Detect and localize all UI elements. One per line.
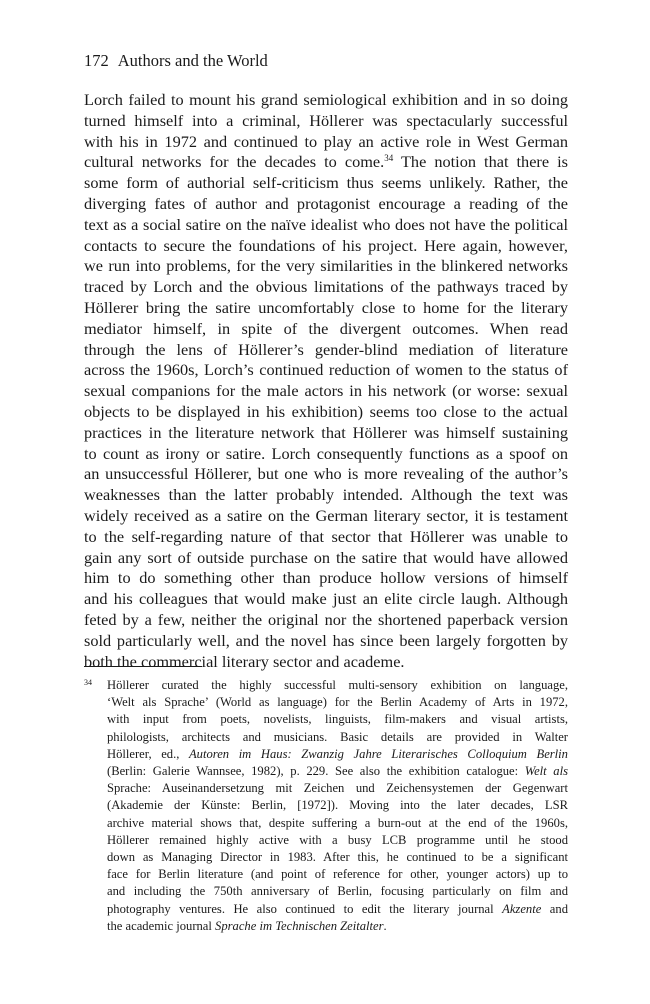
chapter-title: Authors and the World xyxy=(117,51,268,70)
body-line: both the commercial literary sector and academe. xyxy=(84,651,405,671)
footnote-line xyxy=(107,849,568,866)
footnote-line xyxy=(107,694,568,711)
footnote-text-segment: . xyxy=(383,918,387,933)
body-text-segment: cultural networks for the decades to come. xyxy=(84,152,385,172)
body-line xyxy=(84,152,568,173)
footnote-text-segment: Höllerer remained highly active with a busy LCB programme until he stood xyxy=(107,832,568,847)
body-line: feted by a few, neither the original nor the shortened paperback version xyxy=(84,609,568,629)
body-line: some form of authorial self-criticism thus seems unlikely. Rather, the xyxy=(84,173,568,193)
body-line: mediator himself, in spite of the divergent outcomes. When read xyxy=(84,318,568,338)
body-line: him to do something other than produce hollow versions of himself xyxy=(84,568,568,588)
body-line: through the lens of Höllerer’s gender-blind mediation of literature xyxy=(84,339,568,359)
body-line: contacts to secure the foundations of his project. Here again, however, xyxy=(84,235,568,255)
body-line: Höllerer bring the satire uncomfortably close to home for the literary xyxy=(84,297,568,317)
footnote-text-segment: archive material shows that, despite suffering a burn-out at the end of the 1960s, xyxy=(107,815,568,830)
footnote-text-segment: down as Managing Director in 1983. After this, he continued to be a significant xyxy=(107,850,568,865)
italic-title: Akzente xyxy=(502,901,542,916)
body-line: sexual companions for the male actors in his network (or worse: sexual xyxy=(84,381,568,401)
body-paragraph xyxy=(84,90,568,672)
footnote-line xyxy=(107,832,568,849)
body-line: diverging fates of author and protagonist encourage a reading of the xyxy=(84,193,568,213)
footnote-text-segment: (Akademie der Künste: Berlin, [1972]). Moving into the later decades, LSR xyxy=(107,798,568,813)
running-head xyxy=(84,51,268,71)
footnote-separator-rule xyxy=(84,666,202,667)
body-text-segment: The notion that there is xyxy=(393,152,568,172)
body-line: practices in the literature network that Höllerer was himself sustaining xyxy=(84,422,568,442)
body-line: widely received as a satire on the German literary sector, it is testament xyxy=(84,505,568,525)
italic-title: Welt als xyxy=(524,764,568,779)
footnote-line xyxy=(107,729,568,746)
footnote-text-segment: Höllerer, ed., xyxy=(107,746,189,761)
footnote-line xyxy=(107,780,568,797)
page-number: 172 xyxy=(84,51,109,70)
footnote-line xyxy=(107,677,568,694)
footnote-text-segment: with input from poets, novelists, linguists, film-makers and visual artists, xyxy=(107,712,568,727)
footnote-text-segment: and including the 750th anniversary of Berlin, focusing particularly on film and xyxy=(107,884,568,899)
footnote-text-segment: ‘Welt als Sprache’ (World as language) for the Berlin Academy of Arts in 1972, xyxy=(107,695,568,710)
body-line: to the self-regarding nature of that sector that Höllerer was unable to xyxy=(84,526,568,546)
footnote-text-segment: photography ventures. He also continued to edit the literary journal xyxy=(107,901,503,916)
footnote-text-segment: and xyxy=(541,901,568,916)
footnote-text-segment: philologists, architects and musicians. Basic details are provided in Walter xyxy=(107,729,568,744)
body-line: sold particularly well, and the novel has since been largely forgotten by xyxy=(84,630,568,650)
body-line: turned himself into a criminal, Höllerer was spectacularly successful xyxy=(84,110,568,130)
footnote-line xyxy=(107,711,568,728)
footnote-line xyxy=(107,746,568,763)
footnote-line xyxy=(107,866,568,883)
footnote-line xyxy=(107,763,568,780)
body-line: and his colleagues that would make just an elite circle laugh. Although xyxy=(84,589,568,609)
body-line: text as a social satire on the naïve idealist who does not have the political xyxy=(84,214,568,234)
italic-title: Autoren im Haus: Zwanzig Jahre Literarisches Colloquium Berlin xyxy=(188,746,568,761)
footnote-text-segment: Höllerer curated the highly successful multi-sensory exhibition on language, xyxy=(107,678,568,692)
footnote-line xyxy=(107,918,568,935)
body-line: an unsuccessful Höllerer, but one who is more revealing of the author’s xyxy=(84,464,568,484)
body-line: Lorch failed to mount his grand semiological exhibition and in so doing xyxy=(84,90,568,109)
footnote-text-segment: face for Berlin literature (and point of reference for other, younger actors) up to xyxy=(107,867,568,882)
body-line: gain any sort of outside purchase on the satire that would have allowed xyxy=(84,547,568,567)
body-line: with his in 1972 and continued to play an active role in West German xyxy=(84,131,568,151)
footnote-text xyxy=(107,677,568,935)
body-line: to count as irony or satire. Lorch consequently functions as a spoof on xyxy=(84,443,568,463)
footnote-line xyxy=(107,815,568,832)
footnote-reference[interactable]: 34 xyxy=(384,153,394,164)
footnote-line xyxy=(107,797,568,814)
footnote-text-segment: the academic journal xyxy=(107,918,216,933)
footnote-line xyxy=(107,901,568,918)
footnote-text-segment: Sprache: Auseinandersetzung mit Zeichen und Zeichensystemen der Gegenwart xyxy=(107,781,568,796)
body-line: weaknesses than the latter probably intended. Although the text was xyxy=(84,485,568,505)
footnote xyxy=(84,677,568,935)
body-line: traced by Lorch and the obvious limitations of the pathways traced by xyxy=(84,277,568,297)
footnote-marker: 34 xyxy=(84,678,92,687)
footnote-text-segment: (Berlin: Galerie Wannsee, 1982), p. 229. See also the exhibition catalogue: xyxy=(107,764,525,779)
body-line: we run into problems, for the very similarities in the blinkered networks xyxy=(84,256,568,276)
body-line: across the 1960s, Lorch’s continued reduction of women to the status of xyxy=(84,360,568,380)
italic-title: Sprache im Technischen Zeitalter xyxy=(215,918,384,933)
body-line: objects to be displayed in his exhibition) seems too close to the actual xyxy=(84,401,568,421)
footnote-line xyxy=(107,883,568,900)
